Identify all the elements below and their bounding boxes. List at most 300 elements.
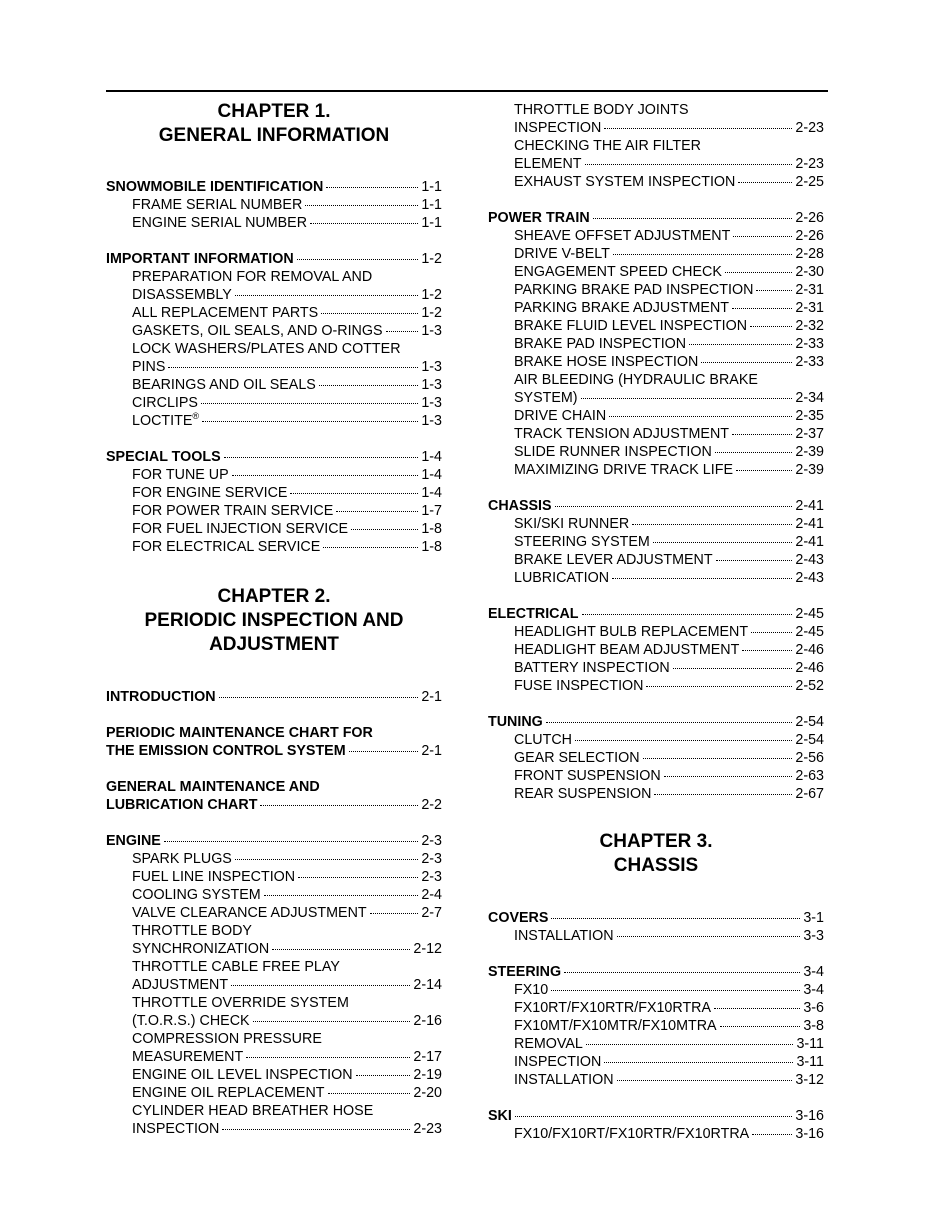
dot-leader: [246, 1057, 410, 1058]
toc-page-number: 2-26: [795, 228, 824, 244]
toc-entry-title: POWER TRAIN: [488, 210, 590, 226]
toc-page-number: 2-41: [795, 516, 824, 532]
toc-entry[interactable]: [514, 785, 824, 803]
toc-entry[interactable]: [514, 317, 824, 335]
toc-entry-title: SYNCHRONIZATION: [132, 941, 270, 957]
toc-entry-title: SKI: [488, 1108, 512, 1124]
toc-entry-title: FRONT SUSPENSION: [514, 768, 661, 784]
toc-entry-title: VALVE CLEARANCE ADJUSTMENT: [132, 905, 367, 921]
toc-page-number: 2-63: [795, 768, 824, 784]
toc-section-entry[interactable]: [488, 1107, 824, 1125]
toc-page-number: 2-1: [421, 743, 442, 759]
toc-entry-title: ELECTRICAL: [488, 606, 579, 622]
toc-entry[interactable]: [514, 1071, 824, 1089]
toc-page-number: 1-1: [421, 215, 442, 231]
dot-leader: [646, 686, 792, 687]
toc-section-entry[interactable]: [106, 448, 442, 466]
toc-page-number: 2-39: [795, 462, 824, 478]
dot-leader: [720, 1026, 801, 1027]
toc-entry[interactable]: [132, 286, 442, 304]
toc-entry[interactable]: [514, 245, 824, 263]
dot-leader: [736, 470, 792, 471]
toc-entry-title: TUNING: [488, 714, 543, 730]
toc-entry[interactable]: [132, 502, 442, 520]
dot-leader: [305, 205, 418, 206]
toc-page-number: 3-11: [796, 1036, 824, 1052]
dot-leader: [632, 524, 792, 525]
toc-entry[interactable]: [514, 227, 824, 245]
toc-page-number: 3-1: [803, 910, 824, 926]
toc-entry[interactable]: [132, 466, 442, 484]
dot-leader: [336, 511, 418, 512]
dot-leader: [732, 308, 792, 309]
toc-entry[interactable]: [514, 407, 824, 425]
dot-leader: [349, 751, 419, 752]
toc-entry-title: SLIDE RUNNER INSPECTION: [514, 444, 712, 460]
toc-entry-title: CHASSIS: [488, 498, 552, 514]
toc-page-number: 2-26: [795, 210, 824, 226]
toc-section-entry[interactable]: [106, 250, 442, 268]
dot-leader: [732, 434, 792, 435]
toc-section-entry[interactable]: [106, 832, 442, 850]
toc-entry-title: BRAKE FLUID LEVEL INSPECTION: [514, 318, 748, 334]
dot-leader: [742, 650, 792, 651]
toc-entry-title: PARKING BRAKE PAD INSPECTION: [514, 282, 754, 298]
toc-entry[interactable]: [514, 443, 824, 461]
toc-page-number: 2-35: [795, 408, 824, 424]
toc-page-number: 2-17: [413, 1049, 442, 1065]
toc-entry-title: LUBRICATION CHART: [106, 797, 258, 813]
toc-entry[interactable]: [132, 1120, 442, 1138]
toc-page-number: 2-1: [421, 689, 442, 705]
dot-leader: [752, 1134, 792, 1135]
toc-entry-title: INSTALLATION: [514, 1072, 614, 1088]
toc-page-number: 2-54: [795, 732, 824, 748]
toc-section-entry[interactable]: [488, 605, 824, 623]
dot-leader: [593, 218, 793, 219]
toc-entry-title: FOR ENGINE SERVICE: [132, 485, 288, 501]
toc-entry[interactable]: [132, 886, 442, 904]
toc-entry[interactable]: [514, 353, 824, 371]
dot-leader: [253, 1021, 411, 1022]
toc-entry[interactable]: [514, 569, 824, 587]
dot-leader: [546, 722, 793, 723]
toc-entry[interactable]: [514, 749, 824, 767]
toc-page-number: 1-4: [421, 449, 442, 465]
dot-leader: [351, 529, 418, 530]
toc-entry-line: CYLINDER HEAD BREATHER HOSE: [132, 1103, 374, 1119]
chapter-title-line: PERIODIC INSPECTION AND: [144, 610, 404, 631]
toc-page-number: 2-32: [795, 318, 824, 334]
toc-entry[interactable]: [514, 281, 824, 299]
toc-page-number: 1-3: [421, 323, 442, 339]
toc-section-entry[interactable]: [488, 909, 824, 927]
chapter-title-line: CHASSIS: [613, 855, 699, 876]
toc-entry[interactable]: [132, 940, 442, 958]
dot-leader: [235, 295, 418, 296]
toc-entry-title: INSPECTION: [514, 1054, 602, 1070]
dot-leader: [604, 128, 792, 129]
toc-page-number: 2-43: [795, 570, 824, 586]
dot-leader: [664, 776, 793, 777]
toc-entry-title: BATTERY INSPECTION: [514, 660, 670, 676]
toc-entry-title: ENGINE OIL REPLACEMENT: [132, 1085, 325, 1101]
dot-leader: [515, 1116, 793, 1117]
toc-entry-title: MAXIMIZING DRIVE TRACK LIFE: [514, 462, 733, 478]
toc-entry-title: INTRODUCTION: [106, 689, 216, 705]
toc-page-number: 2-19: [413, 1067, 442, 1083]
toc-entry[interactable]: [132, 850, 442, 868]
section-heading-line: PERIODIC MAINTENANCE CHART FOR: [106, 725, 373, 741]
toc-entry-title: (T.O.R.S.) CHECK: [132, 1013, 250, 1029]
dot-leader: [613, 254, 793, 255]
toc-entry[interactable]: [514, 999, 824, 1017]
toc-entry[interactable]: [514, 981, 824, 999]
toc-page-number: 1-8: [421, 539, 442, 555]
toc-page-number: 1-4: [421, 467, 442, 483]
toc-page-number: 2-3: [421, 851, 442, 867]
toc-page-number: 2-3: [421, 833, 442, 849]
dot-leader: [715, 452, 793, 453]
dot-leader: [264, 895, 419, 896]
toc-page-number: 2-33: [795, 354, 824, 370]
toc-entry-title: REAR SUSPENSION: [514, 786, 652, 802]
toc-page-number: 3-11: [796, 1054, 824, 1070]
toc-entry-title: SHEAVE OFFSET ADJUSTMENT: [514, 228, 731, 244]
toc-page-number: 2-45: [795, 624, 824, 640]
dot-leader: [582, 614, 793, 615]
dot-leader: [323, 547, 418, 548]
toc-page-number: 2-31: [795, 282, 824, 298]
toc-entry-line: AIR BLEEDING (HYDRAULIC BRAKE: [514, 372, 758, 388]
dot-leader: [609, 416, 792, 417]
toc-entry-line: CHECKING THE AIR FILTER: [514, 138, 701, 154]
toc-entry[interactable]: [132, 1048, 442, 1066]
toc-entry-title: SYSTEM): [514, 390, 578, 406]
toc-entry-title: BRAKE PAD INSPECTION: [514, 336, 687, 352]
toc-entry[interactable]: [514, 1053, 824, 1071]
toc-entry[interactable]: [514, 533, 824, 551]
toc-page-number: 1-8: [421, 521, 442, 537]
dot-leader: [643, 758, 793, 759]
toc-page-number: 1-7: [421, 503, 442, 519]
dot-leader: [321, 313, 418, 314]
toc-entry[interactable]: [514, 515, 824, 533]
dot-leader: [328, 1093, 411, 1094]
toc-page-number: 2-33: [795, 336, 824, 352]
toc-entry-title: FOR ELECTRICAL SERVICE: [132, 539, 321, 555]
dot-leader: [297, 259, 419, 260]
toc-entry-title: PINS: [132, 359, 166, 375]
dot-leader: [654, 794, 792, 795]
toc-entry-line: PREPARATION FOR REMOVAL AND: [132, 269, 373, 285]
dot-leader: [612, 578, 792, 579]
toc-entry-title: BRAKE HOSE INSPECTION: [514, 354, 699, 370]
toc-page-number: 2-54: [795, 714, 824, 730]
dot-leader: [219, 697, 419, 698]
toc-page-number: 2-41: [795, 534, 824, 550]
toc-page-number: 3-4: [803, 982, 824, 998]
toc-entry-title: BEARINGS AND OIL SEALS: [132, 377, 316, 393]
toc-entry-line: LOCK WASHERS/PLATES AND COTTER: [132, 341, 401, 357]
chapter-title-line: CHAPTER 1.: [217, 101, 331, 122]
toc-entry-title: ENGINE: [106, 833, 161, 849]
toc-entry[interactable]: [132, 304, 442, 322]
toc-page-number: 1-3: [421, 377, 442, 393]
toc-section-entry[interactable]: [488, 963, 824, 981]
chapter-title-line: CHAPTER 3.: [599, 831, 713, 852]
dot-leader: [310, 223, 418, 224]
toc-entry-title: LOCTITE®: [132, 411, 200, 429]
toc-entry-title: FX10RT/FX10RTR/FX10RTRA: [514, 1000, 712, 1016]
toc-page-number: 1-4: [421, 485, 442, 501]
toc-entry[interactable]: [132, 538, 442, 556]
toc-entry[interactable]: [514, 659, 824, 677]
toc-section-entry[interactable]: [106, 742, 442, 760]
dot-leader: [586, 1044, 794, 1045]
toc-entry[interactable]: [514, 263, 824, 281]
toc-page-number: 1-3: [421, 359, 442, 375]
toc-page-number: 3-12: [795, 1072, 824, 1088]
dot-leader: [224, 457, 419, 458]
toc-section-entry[interactable]: [106, 178, 442, 196]
dot-leader: [232, 475, 419, 476]
toc-entry[interactable]: [132, 484, 442, 502]
toc-entry-title: FX10: [514, 982, 549, 998]
toc-entry-title: FUSE INSPECTION: [514, 678, 644, 694]
toc-page-number: 1-2: [421, 251, 442, 267]
dot-leader: [714, 1008, 800, 1009]
toc-page-number: 2-41: [795, 498, 824, 514]
toc-entry[interactable]: [514, 1125, 824, 1143]
toc-entry-title: INSPECTION: [514, 120, 602, 136]
toc-section-entry[interactable]: [488, 209, 824, 227]
toc-page-number: 2-46: [795, 660, 824, 676]
dot-leader: [673, 668, 793, 669]
toc-entry[interactable]: [132, 1012, 442, 1030]
toc-entry[interactable]: [132, 904, 442, 922]
toc-entry[interactable]: [514, 461, 824, 479]
toc-entry[interactable]: [514, 731, 824, 749]
dot-leader: [356, 1075, 411, 1076]
toc-entry[interactable]: [514, 299, 824, 317]
dot-leader: [272, 949, 410, 950]
toc-entry[interactable]: [514, 677, 824, 695]
dot-leader: [222, 1129, 410, 1130]
dot-leader: [689, 344, 792, 345]
toc-entry-title: ALL REPLACEMENT PARTS: [132, 305, 319, 321]
toc-entry[interactable]: [132, 520, 442, 538]
toc-entry[interactable]: [514, 389, 824, 407]
chapter-heading: [106, 585, 442, 657]
toc-entry-line: THROTTLE CABLE FREE PLAY: [132, 959, 340, 975]
dot-leader: [260, 805, 418, 806]
dot-leader: [555, 506, 793, 507]
toc-entry-title: DRIVE V-BELT: [514, 246, 610, 262]
dot-leader: [585, 164, 793, 165]
dot-leader: [386, 331, 419, 332]
toc-entry-title: COVERS: [488, 910, 549, 926]
toc-entry-title: MEASUREMENT: [132, 1049, 244, 1065]
toc-page-number: 3-4: [803, 964, 824, 980]
toc-entry[interactable]: [514, 335, 824, 353]
toc-entry[interactable]: [132, 358, 442, 376]
dot-leader: [201, 403, 418, 404]
toc-entry[interactable]: [514, 155, 824, 173]
toc-page-number: 2-45: [795, 606, 824, 622]
toc-entry[interactable]: [514, 623, 824, 641]
toc-page-number: 2-25: [795, 174, 824, 190]
toc-page-number: 2-14: [413, 977, 442, 993]
dot-leader: [716, 560, 793, 561]
section-heading-line: GENERAL MAINTENANCE AND: [106, 779, 320, 795]
dot-leader: [738, 182, 792, 183]
toc-entry-title: FOR POWER TRAIN SERVICE: [132, 503, 334, 519]
toc-section-entry[interactable]: [488, 497, 824, 515]
toc-entry-title: FUEL LINE INSPECTION: [132, 869, 296, 885]
toc-entry-title: STEERING: [488, 964, 562, 980]
toc-page-number: 1-3: [421, 395, 442, 411]
toc-entry-title: FX10/FX10RT/FX10RTR/FX10RTRA: [514, 1126, 750, 1142]
toc-page-number: 2-39: [795, 444, 824, 460]
toc-entry[interactable]: [514, 119, 824, 137]
toc-page-number: 1-1: [421, 179, 442, 195]
toc-entry[interactable]: [132, 976, 442, 994]
toc-entry-title: FOR TUNE UP: [132, 467, 229, 483]
toc-section-entry[interactable]: [488, 713, 824, 731]
toc-entry[interactable]: [132, 394, 442, 412]
toc-entry-title: EXHAUST SYSTEM INSPECTION: [514, 174, 736, 190]
dot-leader: [319, 385, 419, 386]
toc-entry-title: THE EMISSION CONTROL SYSTEM: [106, 743, 346, 759]
toc-page-number: 2-2: [421, 797, 442, 813]
toc-entry[interactable]: [514, 173, 824, 191]
toc-section-entry[interactable]: [106, 796, 442, 814]
toc-entry-title: ENGINE OIL LEVEL INSPECTION: [132, 1067, 353, 1083]
toc-entry[interactable]: [132, 376, 442, 394]
toc-entry[interactable]: [514, 927, 824, 945]
toc-entry[interactable]: [514, 425, 824, 443]
toc-entry[interactable]: [514, 1035, 824, 1053]
chapter-heading: [488, 830, 824, 878]
toc-page-number: 2-12: [413, 941, 442, 957]
toc-page-number: 1-3: [421, 413, 442, 429]
toc-entry-title: IMPORTANT INFORMATION: [106, 251, 294, 267]
toc-entry-title: FX10MT/FX10MTR/FX10MTRA: [514, 1018, 717, 1034]
toc-entry[interactable]: [132, 412, 442, 430]
toc-section-entry[interactable]: [106, 688, 442, 706]
toc-entry-line: COMPRESSION PRESSURE: [132, 1031, 322, 1047]
toc-entry-title: LUBRICATION: [514, 570, 610, 586]
chapter-title-line: CHAPTER 2.: [217, 586, 331, 607]
toc-entry-title: ADJUSTMENT: [132, 977, 229, 993]
toc-entry-title: DISASSEMBLY: [132, 287, 232, 303]
toc-entry[interactable]: [514, 1017, 824, 1035]
dot-leader: [231, 985, 410, 986]
registered-mark: ®: [192, 411, 200, 422]
toc-entry[interactable]: [132, 322, 442, 340]
toc-page-number: 2-23: [413, 1121, 442, 1137]
toc-entry-title: GASKETS, OIL SEALS, AND O-RINGS: [132, 323, 383, 339]
toc-entry[interactable]: [132, 1084, 442, 1102]
chapter-title-line: GENERAL INFORMATION: [158, 125, 390, 146]
dot-leader: [298, 877, 418, 878]
toc-entry-title: SPECIAL TOOLS: [106, 449, 221, 465]
dot-leader: [575, 740, 792, 741]
toc-page-number: 2-23: [795, 156, 824, 172]
toc-entry-title: SPARK PLUGS: [132, 851, 232, 867]
toc-entry-title: HEADLIGHT BULB REPLACEMENT: [514, 624, 749, 640]
toc-entry-title: FOR FUEL INJECTION SERVICE: [132, 521, 349, 537]
toc-entry[interactable]: [514, 767, 824, 785]
toc-entry-title: GEAR SELECTION: [514, 750, 640, 766]
dot-leader: [733, 236, 792, 237]
toc-entry-title: CLUTCH: [514, 732, 572, 748]
toc-entry-title: TRACK TENSION ADJUSTMENT: [514, 426, 730, 442]
toc-entry-title: FRAME SERIAL NUMBER: [132, 197, 303, 213]
toc-entry-title: INSPECTION: [132, 1121, 220, 1137]
dot-leader: [756, 290, 792, 291]
toc-page-number: 3-16: [795, 1108, 824, 1124]
dot-leader: [725, 272, 792, 273]
toc-entry[interactable]: [514, 641, 824, 659]
toc-page-number: 2-37: [795, 426, 824, 442]
toc-entry-title: HEADLIGHT BEAM ADJUSTMENT: [514, 642, 740, 658]
toc-page-number: 2-52: [795, 678, 824, 694]
toc-entry[interactable]: [514, 551, 824, 569]
toc-entry-title: BRAKE LEVER ADJUSTMENT: [514, 552, 713, 568]
toc-entry-title: CIRCLIPS: [132, 395, 198, 411]
toc-entry[interactable]: [132, 1066, 442, 1084]
toc-page-number: 2-67: [795, 786, 824, 802]
toc-page-number: 2-3: [421, 869, 442, 885]
toc-page-number: 1-2: [421, 287, 442, 303]
toc-entry-line: THROTTLE BODY: [132, 923, 252, 939]
toc-entry-title: ELEMENT: [514, 156, 582, 172]
toc-page-number: 1-1: [421, 197, 442, 213]
toc-entry[interactable]: [132, 868, 442, 886]
toc-page-number: 2-7: [421, 905, 442, 921]
toc-page-number: 1-2: [421, 305, 442, 321]
toc-page-number: 2-4: [421, 887, 442, 903]
dot-leader: [653, 542, 793, 543]
toc-entry-title: INSTALLATION: [514, 928, 614, 944]
chapter-title-line: ADJUSTMENT: [209, 634, 339, 655]
dot-leader: [617, 936, 801, 937]
dot-leader: [202, 421, 418, 422]
dot-leader: [750, 326, 792, 327]
dot-leader: [164, 841, 419, 842]
dot-leader: [701, 362, 792, 363]
toc-page-number: 2-28: [795, 246, 824, 262]
toc-page-number: 3-8: [803, 1018, 824, 1034]
toc-page-number: 2-46: [795, 642, 824, 658]
toc-entry-title: REMOVAL: [514, 1036, 583, 1052]
toc-entry-title: PARKING BRAKE ADJUSTMENT: [514, 300, 730, 316]
toc-page-number: 2-43: [795, 552, 824, 568]
chapter-heading: [106, 100, 442, 148]
toc-entry-line: THROTTLE BODY JOINTS: [514, 102, 689, 118]
dot-leader: [290, 493, 418, 494]
toc-entry-title: ENGINE SERIAL NUMBER: [132, 215, 308, 231]
dot-leader: [551, 990, 800, 991]
toc-entry[interactable]: [132, 214, 442, 232]
toc-entry-title: ENGAGEMENT SPEED CHECK: [514, 264, 722, 280]
toc-entry[interactable]: [132, 196, 442, 214]
toc-page-number: 2-16: [413, 1013, 442, 1029]
toc-page-number: 3-3: [803, 928, 824, 944]
toc-page-number: 2-30: [795, 264, 824, 280]
